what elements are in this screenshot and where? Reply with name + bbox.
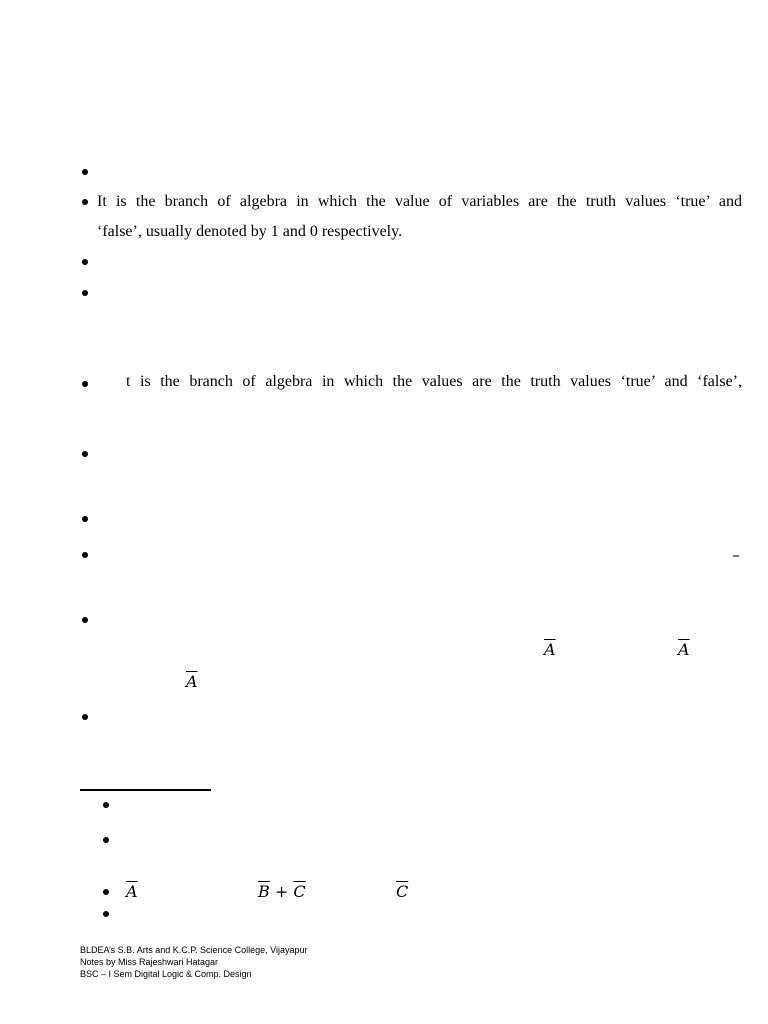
- bullet-8: [82, 552, 88, 558]
- c-bar-symbol-1: $\overline{C}$: [293, 882, 306, 901]
- bullet-3: [82, 259, 88, 265]
- bullet-4: [82, 290, 88, 296]
- bullet-2: [82, 199, 88, 205]
- a-bar-symbol-4: $\overline{A}$: [126, 882, 138, 901]
- sub-bullet-4: [103, 911, 109, 917]
- definition-line-1: It is the branch of algebra in which the value of variables are the truth values ‘true’ and: [97, 193, 742, 210]
- footer-course: BSC – I Sem Digital Logic & Comp. Design: [80, 969, 252, 979]
- bullet-7: [82, 516, 88, 522]
- b-bar-plus-c-bar-expression: [258, 882, 306, 902]
- bullet-10: [82, 714, 88, 720]
- footer-author: Notes by Miss Rajeshwari Hatagar: [80, 957, 219, 967]
- a-bar-symbol-3: $\overline{A}$: [186, 672, 198, 691]
- definition-line-2: ‘false’, usually denoted by 1 and 0 respectively.: [97, 223, 403, 240]
- page-footer: [80, 944, 307, 980]
- footer-college: BLDEA’s S.B. Arts and K.C.P. Science College, Vijayapur: [80, 945, 308, 955]
- b-bar-symbol: $\overline{B}$: [258, 882, 270, 901]
- bullet-5: [82, 381, 88, 387]
- plus-sign: +: [269, 882, 294, 901]
- c-bar-symbol-2: $\overline{C}$: [396, 882, 409, 901]
- sub-bullet-3: [103, 889, 109, 895]
- sub-bullet-2: [103, 837, 109, 843]
- second-definition-line-1: t is the branch of algebra in which the values are the truth values ‘true’ and ‘false’,: [126, 373, 742, 390]
- a-bar-symbol-2: $\overline{A}$: [678, 640, 690, 659]
- sub-bullet-1: [103, 802, 109, 808]
- bullet-6: [82, 451, 88, 457]
- dash-symbol: –: [732, 545, 740, 564]
- a-bar-symbol-1: $\overline{A}$: [544, 640, 556, 659]
- section-underline: [80, 789, 211, 791]
- bullet-9: [82, 617, 88, 623]
- bullet-1: [82, 169, 88, 175]
